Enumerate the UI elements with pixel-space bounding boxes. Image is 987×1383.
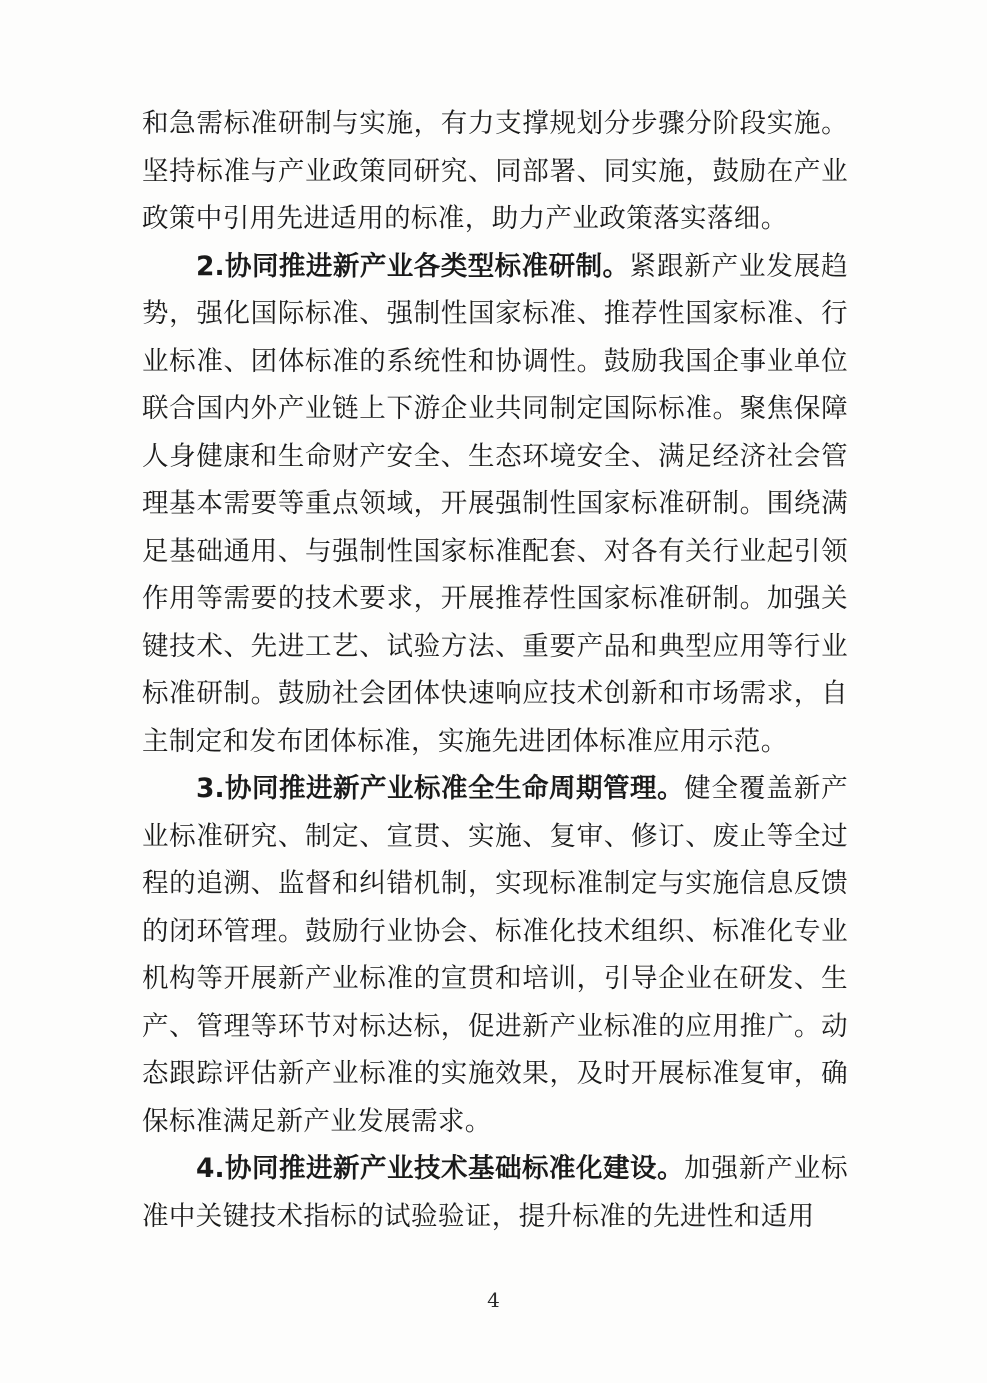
paragraph-item-2-lead: 2.协同推进新产业各类型标准研制。 bbox=[196, 250, 630, 282]
paragraph-item-2 bbox=[142, 243, 848, 766]
document-body bbox=[142, 100, 848, 1240]
paragraph-item-3 bbox=[142, 765, 848, 1145]
page-number: 4 bbox=[487, 1288, 500, 1312]
paragraph-continuation: 和急需标准研制与实施，有力支撑规划分步骤分阶段实施。坚持标准与产业政策同研究、同部署、同实施，鼓励在产业政策中引用先进适用的标准，助力产业政策落实落细。 bbox=[142, 108, 848, 234]
paragraph-item-4-text: 加强新产业标准中关键技术指标的试验验证，提升标准的先进性和适用 bbox=[142, 1153, 848, 1232]
paragraph-item-4-lead: 4.协同推进新产业技术基础标准化建设。 bbox=[196, 1153, 685, 1184]
paragraph-item-3-text: 健全覆盖新产业标准研究、制定、宣贯、实施、复审、修订、废止等全过程的追溯、监督和纠错机制，实现标准制定与实施信息反馈的闭环管理。鼓励行业协会、标准化技术组织、标准化专业机构等开展新产业标准的宣贯和培训，引导企业在研发、生产、管理等环节对标达标，促进新产业标准的应用推广。动态跟踪评估新产业标准的实施效果，及时开展标准复审，确保标准满足新产业发展需求。 bbox=[142, 773, 848, 1137]
paragraph-item-4 bbox=[142, 1145, 848, 1240]
paragraph-item-2-text: 紧跟新产业发展趋势，强化国际标准、强制性国家标准、推荐性国家标准、行业标准、团体标准的系统性和协调性。鼓励我国企事业单位联合国内外产业链上下游企业共同制定国际标准。聚焦保障人身健康和生命财产安全、生态环境安全、满足经济社会管理基本需要等重点领域，开展强制性国家标准研制。围绕满足基础通用、与强制性国家标准配套、对各有关行业起引领作用等需要的技术要求，开展推荐性国家标准研制。加强关键技术、先进工艺、试验方法、重要产品和典型应用等行业标准研制。鼓励社会团体快速响应技术创新和市场需求，自主制定和发布团体标准，实施先进团体标准应用示范。 bbox=[142, 250, 848, 757]
paragraph-item-3-lead: 3.协同推进新产业标准全生命周期管理。 bbox=[196, 773, 685, 804]
